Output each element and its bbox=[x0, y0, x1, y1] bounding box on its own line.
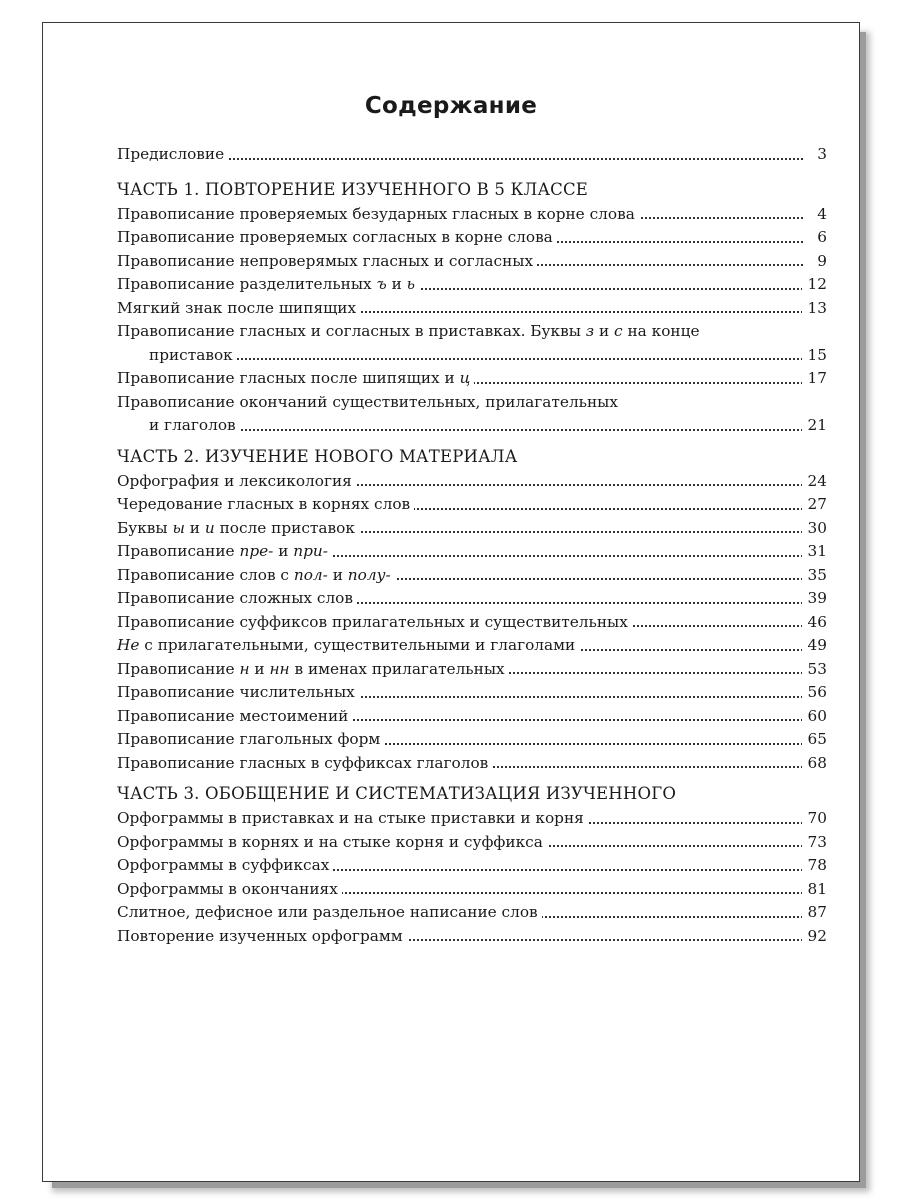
toc-entry-page: 87 bbox=[802, 901, 827, 925]
toc-entry-label: приставок bbox=[117, 346, 237, 364]
toc-entry[interactable] bbox=[117, 320, 827, 344]
toc-entry-label: Правописание гласных в суффиксах глаголов bbox=[117, 754, 492, 772]
toc-entry-label: Правописание слов с пол- и полу- bbox=[117, 566, 395, 584]
toc-entry-label: Повторение изученных орфограмм bbox=[117, 927, 407, 945]
page-title: Содержание bbox=[364, 93, 538, 119]
toc-entry[interactable] bbox=[117, 807, 827, 831]
toc-entry-page: 73 bbox=[802, 831, 827, 855]
toc-entry[interactable] bbox=[117, 391, 827, 415]
toc-entry-continuation[interactable] bbox=[117, 344, 827, 368]
toc-entry[interactable] bbox=[117, 493, 827, 517]
toc-entry-page: 6 bbox=[803, 226, 827, 250]
toc-entry-label: Правописание окончаний существительных, прилагательных bbox=[117, 393, 622, 411]
toc-entry-label: Правописание гласных и согласных в приставках. Буквы з и с на конце bbox=[117, 322, 704, 340]
toc-entry[interactable] bbox=[117, 564, 827, 588]
part-1-heading: ЧАСТЬ 1. ПОВТОРЕНИЕ ИЗУЧЕННОГО В 5 КЛАССЕ bbox=[117, 179, 589, 199]
toc-entry-page: 24 bbox=[802, 470, 827, 494]
toc-entry[interactable] bbox=[117, 250, 827, 274]
toc-entry-label: Правописание местоимений bbox=[117, 707, 352, 725]
toc-entry-page: 15 bbox=[802, 344, 827, 368]
toc-entry-label: Предисловие bbox=[117, 145, 228, 163]
toc-entry-page: 81 bbox=[802, 878, 827, 902]
toc-entry[interactable] bbox=[117, 705, 827, 729]
document-page bbox=[42, 22, 860, 1182]
toc-entry-page: 13 bbox=[802, 297, 827, 321]
toc-entry-page: 4 bbox=[803, 203, 827, 227]
toc-entry[interactable] bbox=[117, 901, 827, 925]
toc-entry[interactable] bbox=[117, 752, 827, 776]
toc-entry-page: 35 bbox=[802, 564, 827, 588]
toc-entry[interactable] bbox=[117, 681, 827, 705]
toc-entry-page: 12 bbox=[802, 273, 827, 297]
toc-entry-page: 17 bbox=[802, 367, 827, 391]
toc-entry-continuation[interactable] bbox=[117, 414, 827, 438]
toc-entry[interactable] bbox=[117, 831, 827, 855]
toc-entry-page: 78 bbox=[802, 854, 827, 878]
toc-entry[interactable] bbox=[117, 273, 827, 297]
table-of-contents bbox=[117, 143, 827, 948]
toc-entry[interactable] bbox=[117, 854, 827, 878]
toc-entry-page: 21 bbox=[802, 414, 827, 438]
toc-entry-label: Правописание н и нн в именах прилагательных bbox=[117, 660, 509, 678]
toc-entry-page: 65 bbox=[802, 728, 827, 752]
toc-entry-label: и глаголов bbox=[117, 416, 240, 434]
toc-entry-label: Слитное, дефисное или раздельное написание слов bbox=[117, 903, 542, 921]
toc-entry-label: Правописание сложных слов bbox=[117, 589, 357, 607]
toc-entry-label: Орфография и лексикология bbox=[117, 472, 356, 490]
toc-entry-label: Орфограммы в суффиксах bbox=[117, 856, 333, 874]
toc-entry-label: Правописание глагольных форм bbox=[117, 730, 384, 748]
toc-entry[interactable] bbox=[117, 297, 827, 321]
toc-entry-page: 60 bbox=[802, 705, 827, 729]
toc-entry-label: Правописание суффиксов прилагательных и существительных bbox=[117, 613, 632, 631]
toc-entry-label: Мягкий знак после шипящих bbox=[117, 299, 360, 317]
toc-entry[interactable] bbox=[117, 517, 827, 541]
toc-entry-page: 56 bbox=[802, 681, 827, 705]
toc-entry-label: Правописание проверяемых безударных гласных в корне слова bbox=[117, 205, 639, 223]
toc-entry[interactable] bbox=[117, 634, 827, 658]
toc-entry-page: 9 bbox=[803, 250, 827, 274]
toc-entry[interactable] bbox=[117, 470, 827, 494]
toc-entry[interactable] bbox=[117, 540, 827, 564]
toc-entry[interactable] bbox=[117, 925, 827, 949]
toc-entry[interactable] bbox=[117, 226, 827, 250]
toc-entry-page: 27 bbox=[802, 493, 827, 517]
toc-entry-page: 53 bbox=[802, 658, 827, 682]
toc-entry-label: Буквы ы и и после приставок bbox=[117, 519, 359, 537]
toc-entry-page: 70 bbox=[802, 807, 827, 831]
toc-entry[interactable] bbox=[117, 658, 827, 682]
toc-entry[interactable] bbox=[117, 611, 827, 635]
toc-entry-label: Правописание проверяемых согласных в корне слова bbox=[117, 228, 557, 246]
toc-entry-page: 30 bbox=[802, 517, 827, 541]
toc-entry-page: 46 bbox=[802, 611, 827, 635]
toc-entry-label: Правописание числительных bbox=[117, 683, 359, 701]
toc-entry-label: Правописание непроверямых гласных и согласных bbox=[117, 252, 537, 270]
toc-entry[interactable] bbox=[117, 367, 827, 391]
part-2-heading: ЧАСТЬ 2. ИЗУЧЕНИЕ НОВОГО МАТЕРИАЛА bbox=[117, 446, 518, 466]
toc-entry[interactable] bbox=[117, 587, 827, 611]
toc-entry[interactable] bbox=[117, 878, 827, 902]
toc-entry-label: Орфограммы в корнях и на стыке корня и суффикса bbox=[117, 833, 547, 851]
toc-entry-page: 92 bbox=[802, 925, 827, 949]
toc-entry-label: Правописание разделительных ъ и ь bbox=[117, 275, 419, 293]
toc-entry-label: Орфограммы в приставках и на стыке приставки и корня bbox=[117, 809, 588, 827]
toc-entry-page: 68 bbox=[802, 752, 827, 776]
toc-entry[interactable] bbox=[117, 728, 827, 752]
toc-entry-label: Не с прилагательными, существительными и глаголами bbox=[117, 636, 579, 654]
toc-entry-page: 49 bbox=[802, 634, 827, 658]
toc-entry-page: 31 bbox=[802, 540, 827, 564]
toc-entry-label: Орфограммы в окончаниях bbox=[117, 880, 342, 898]
toc-entry-page: 3 bbox=[803, 143, 827, 167]
toc-entry[interactable] bbox=[117, 203, 827, 227]
toc-entry-label: Правописание гласных после шипящих и ц bbox=[117, 369, 474, 387]
toc-entry-label: Чередование гласных в корнях слов bbox=[117, 495, 414, 513]
part-3-heading: ЧАСТЬ 3. ОБОБЩЕНИЕ И СИСТЕМАТИЗАЦИЯ ИЗУЧЕННОГО bbox=[117, 784, 677, 803]
toc-entry-page: 39 bbox=[802, 587, 827, 611]
toc-entry-preface[interactable] bbox=[117, 143, 827, 167]
toc-entry-label: Правописание пре- и при- bbox=[117, 542, 332, 560]
